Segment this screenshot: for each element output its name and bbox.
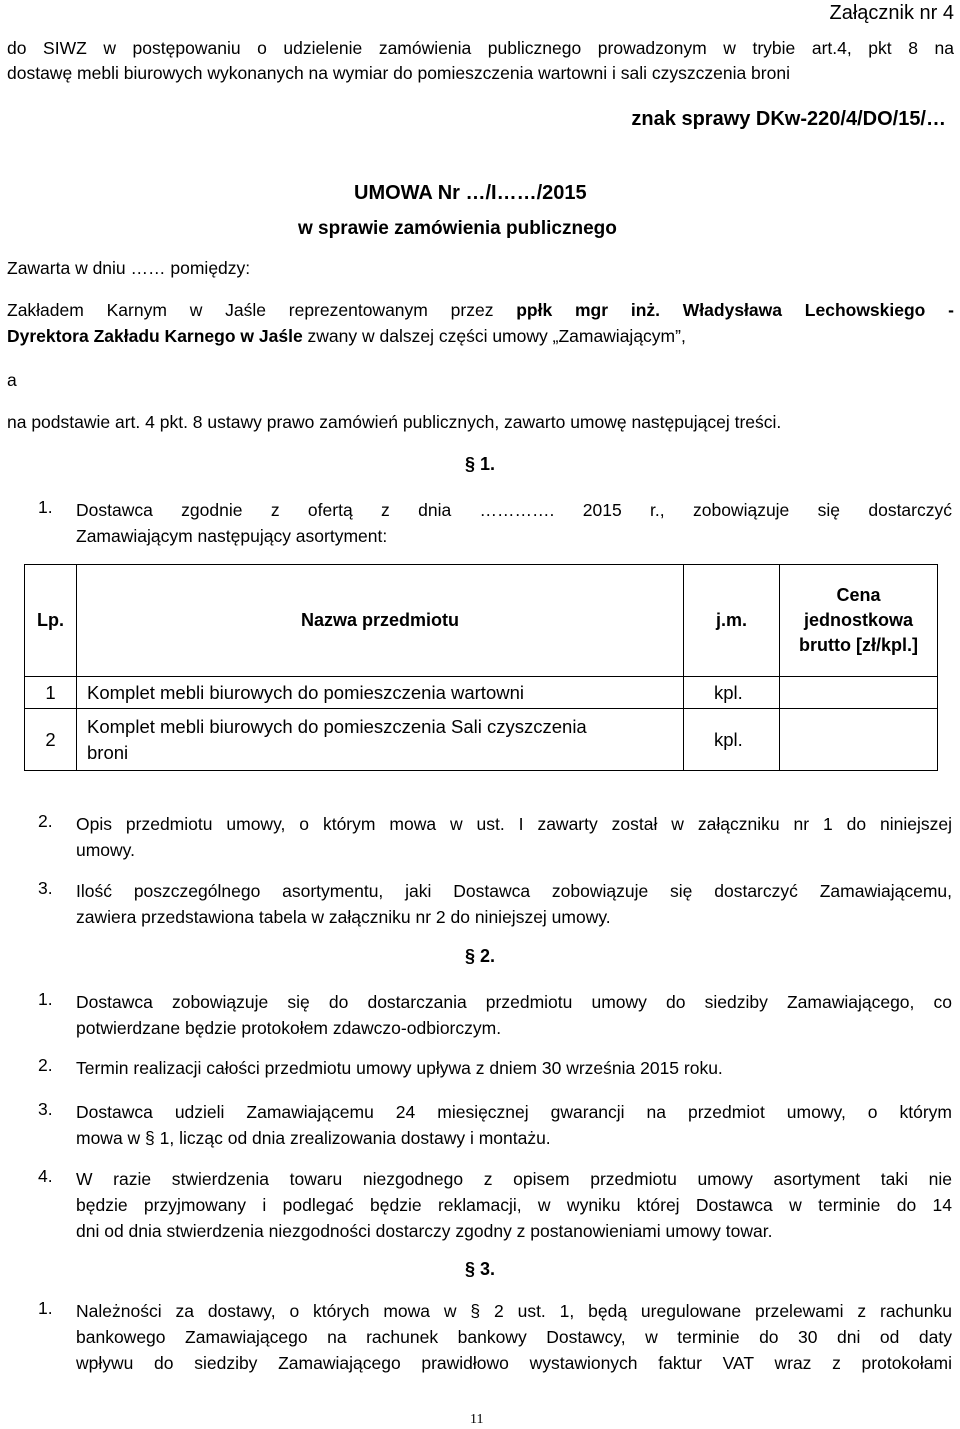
party1-representative: ppłk mgr inż. Władysława Lechowskiego - bbox=[516, 300, 954, 320]
s1-p1-line1: Dostawca zgodnie z ofertą z dnia …………. 2015 r., zobowiązuje się dostarczyć bbox=[76, 500, 952, 520]
party1-line1 bbox=[7, 300, 954, 321]
section-3-heading: § 3. bbox=[464, 1259, 496, 1279]
header-lp: Lp. bbox=[25, 565, 77, 677]
s2-p2-line1: Termin realizacji całości przedmiotu umowy upływa z dniem 30 września 2015 roku. bbox=[76, 1058, 723, 1078]
legal-basis: na podstawie art. 4 pkt. 8 ustawy prawo zamówień publicznych, zawarto umowę następującej treści. bbox=[7, 412, 782, 432]
s1-p2-number: 2. bbox=[38, 811, 53, 831]
intro-line-2: dostawę mebli biurowych wykonanych na wymiar do pomieszczenia wartowni i sali czyszczenia broni bbox=[7, 63, 790, 83]
row-2-unit: kpl. bbox=[684, 709, 780, 771]
attachment-label: Załącznik nr 4 bbox=[829, 2, 954, 24]
s2-p1-number: 1. bbox=[38, 989, 53, 1009]
section-1-heading: § 1. bbox=[464, 454, 496, 474]
s1-p1 bbox=[76, 497, 952, 549]
s2-p1-line2: potwierdzane będzie protokołem zdawczo-odbiorczym. bbox=[76, 1018, 502, 1038]
row-1-name: Komplet mebli biurowych do pomieszczenia wartowni bbox=[77, 677, 684, 709]
s1-p1-line2: Zamawiającym następujący asortyment: bbox=[76, 526, 388, 546]
s3-p1-line3: wpływu do siedziby Zamawiającego prawidłowo wystawionych faktur VAT wraz z protokołami bbox=[76, 1353, 952, 1373]
s2-p3-line1: Dostawca udzieli Zamawiającemu 24 miesięcznej gwarancji na przedmiot umowy, o którym bbox=[76, 1102, 952, 1122]
s1-p3-line2: zawiera przedstawiona tabela w załączniku nr 2 do niniejszej umowy. bbox=[76, 907, 611, 927]
row-2-name: Komplet mebli biurowych do pomieszczenia Sali czyszczenia broni bbox=[77, 709, 684, 771]
s2-p4-number: 4. bbox=[38, 1166, 53, 1186]
s2-p3-number: 3. bbox=[38, 1099, 53, 1119]
contract-subtitle: w sprawie zamówienia publicznego bbox=[298, 218, 617, 239]
s2-p3 bbox=[76, 1099, 952, 1151]
s2-p2-number: 2. bbox=[38, 1055, 53, 1075]
header-name: Nazwa przedmiotu bbox=[77, 565, 684, 677]
s1-p1-number: 1. bbox=[38, 497, 53, 517]
s3-p1-line1: Należności za dostawy, o których mowa w § 2 ust. 1, będą uregulowane przelewami z rachunku bbox=[76, 1301, 952, 1321]
s2-p2 bbox=[76, 1055, 952, 1081]
header-price: Cena jednostkowa brutto [zł/kpl.] bbox=[780, 565, 938, 677]
page-number: 11 bbox=[470, 1412, 484, 1427]
party1-title: Dyrektora Zakładu Karnego w Jaśle bbox=[7, 326, 303, 346]
row-2-lp: 2 bbox=[25, 709, 77, 771]
case-reference: znak sprawy DKw-220/4/DO/15/… bbox=[631, 108, 946, 130]
table-header-row bbox=[25, 565, 938, 677]
party1-text: Zakładem Karnym w Jaśle reprezentowanym przez bbox=[7, 300, 517, 320]
header-unit: j.m. bbox=[684, 565, 780, 677]
s1-p2-line2: umowy. bbox=[76, 840, 135, 860]
row-1-lp: 1 bbox=[25, 677, 77, 709]
table-row bbox=[25, 677, 938, 709]
s1-p2-line1: Opis przedmiotu umowy, o którym mowa w ust. I zawarty został w załączniku nr 1 do niniejszej bbox=[76, 814, 952, 834]
s2-p1-line1: Dostawca zobowiązuje się do dostarczania przedmiotu umowy do siedziby Zamawiającego, co bbox=[76, 992, 952, 1012]
party1-line2 bbox=[7, 326, 686, 347]
s2-p1 bbox=[76, 989, 952, 1041]
contract-title: UMOWA Nr …/I……/2015 bbox=[354, 182, 587, 204]
table-row bbox=[25, 709, 938, 771]
row-1-unit: kpl. bbox=[684, 677, 780, 709]
assortment-table bbox=[24, 564, 938, 771]
section-2-heading: § 2. bbox=[464, 946, 496, 966]
row-1-price bbox=[780, 677, 938, 709]
s3-p1-number: 1. bbox=[38, 1298, 53, 1318]
intro-line-1: do SIWZ w postępowaniu o udzielenie zamówienia publicznego prowadzonym w trybie art.4, pkt 8 na bbox=[7, 38, 954, 58]
and-word: a bbox=[7, 370, 17, 390]
s1-p2 bbox=[76, 811, 952, 863]
s1-p3-line1: Ilość poszczególnego asortymentu, jaki Dostawca zobowiązuje się dostarczyć Zamawiającemu, bbox=[76, 881, 952, 901]
s2-p3-line2: mowa w § 1, licząc od dnia zrealizowania dostawy i montażu. bbox=[76, 1128, 551, 1148]
s1-p3-number: 3. bbox=[38, 878, 53, 898]
concluded-date: Zawarta w dniu …… pomiędzy: bbox=[7, 258, 251, 278]
party1-role: zwany w dalszej części umowy „Zamawiającym”, bbox=[302, 326, 686, 346]
s2-p4 bbox=[76, 1166, 952, 1244]
s3-p1-line2: bankowego Zamawiającego na rachunek bankowy Dostawcy, w terminie do 30 dni od daty bbox=[76, 1327, 952, 1347]
s2-p4-line1: W razie stwierdzenia towaru niezgodnego z opisem przedmiotu umowy asortyment taki nie bbox=[76, 1169, 952, 1189]
s2-p4-line2: będzie przyjmowany i podlegać będzie reklamacji, w wyniku której Dostawca w terminie do 14 bbox=[76, 1195, 952, 1215]
s2-p4-line3: dni od dnia stwierdzenia niezgodności dostarczy zgodny z postanowieniami umowy towar. bbox=[76, 1221, 773, 1241]
s3-p1 bbox=[76, 1298, 952, 1376]
s1-p3 bbox=[76, 878, 952, 930]
row-2-price bbox=[780, 709, 938, 771]
